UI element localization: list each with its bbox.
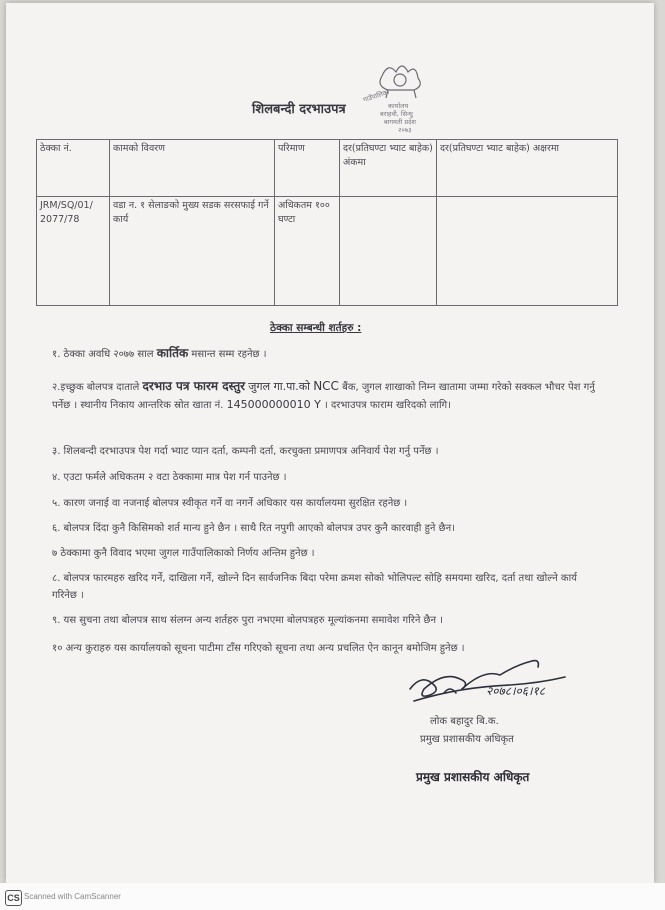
official-stamp-role: प्रमुख प्रशासकीय अधिकृत	[416, 770, 530, 784]
signature-date: २०७८।०६।१८	[486, 684, 546, 698]
document-title: शिलबन्दी दरभाउपत्र	[252, 102, 346, 117]
term-1-text-c: मसान्त सम्म रहनेछ ।	[191, 349, 267, 360]
term-5: ५. कारण जनाई वा नजनाई बोलपत्र स्वीकृत गर्ने वा नगर्ने अधिकार यस कार्यालयमा सुरक्षित रहनेछ ।	[52, 498, 408, 509]
table-row	[37, 197, 618, 306]
term-9: ९. यस सुचना तथा बोलपत्र साथ संलग्न अन्य शर्तहरु पुरा नभएमा बोलपत्रहरु मूल्यांकनमा समावेश गरिने छैन ।	[52, 615, 444, 626]
cell-rate-words	[437, 197, 618, 306]
cell-contract-no: JRM/SQ/01/ 2077/78	[37, 197, 110, 306]
signatory-name: लोक बहादुर बि.क.	[430, 716, 499, 727]
header-description: कामको विवरण	[110, 140, 275, 197]
svg-text:२०७३: २०७३	[398, 126, 412, 134]
term-3: ३. शिलबन्दी दरभाउपत्र पेश गर्दा भ्याट प्यान दर्ता, कम्पनी दर्ता, करचुक्ता प्रमाणपत्र अनिवार्य पेश गर्नु पर्नेछ ।	[52, 446, 439, 457]
term-2-bank-name: NCC	[313, 379, 339, 393]
table-header-row	[37, 140, 618, 197]
cell-rate-figures	[340, 197, 437, 306]
term-10: १० अन्य कुराहरु यस कार्यालयको सूचना पाटीमा टाँस गरिएको सूचना तथा अन्य प्रचलित ऐन कानून बमोजिम हुनेछ ।	[52, 643, 465, 654]
svg-text:गाउँपालिका: गाउँपालिका	[362, 87, 391, 104]
term-2-text-e: बैंक, जुगल शाखाको निम्न खातामा जम्मा गरेको सक्कल भौचर पेश गर्नु पर्नेछ । स्थानीय निकाय आन्तरिक स्रोत खाता नं.	[52, 382, 595, 411]
term-1-month: कार्तिक	[156, 346, 189, 360]
header-rate-words: दर(प्रतिघण्टा भ्याट बाहेक) अक्षरमा	[437, 140, 618, 197]
signatory-role: प्रमुख प्रशासकीय अधिकृत	[420, 734, 514, 745]
term-1	[52, 345, 597, 363]
svg-text:कार्यालय: कार्यालय	[388, 102, 409, 110]
header-quantity: परिमाण	[275, 140, 340, 197]
header-contract-no: ठेक्का नं.	[37, 140, 110, 197]
term-7: ७ ठेक्कामा कुनै विवाद भएमा जुगल गाउँपालिकाको निर्णय अन्तिम हुनेछ ।	[52, 548, 315, 559]
tender-table	[36, 139, 618, 306]
term-2	[52, 378, 597, 414]
term-2-text-a: २.इच्छुक बोलपत्र दाताले	[52, 382, 140, 393]
svg-text:बराहवी, सिन्धु: बराहवी, सिन्धु	[380, 110, 413, 118]
cell-quantity: अधिकतम १०० घण्टा	[275, 197, 340, 306]
government-seal	[358, 58, 448, 134]
term-8: ८. बोलपत्र फारमहरु खरिद गर्ने, दाखिला गर्ने, खोल्ने दिन सार्वजनिक बिदा परेमा क्रमश सोको भोलिपल्ट सोहि समयमा खरिद, दर्ता तथा खोल्ने कार्य गरिनेछ ।	[52, 573, 577, 601]
term-2-text-g: । दरभाउपत्र फाराम खरिदको लागि।	[323, 400, 451, 411]
term-2-form-fee: दरभाउ पत्र फारम दस्तुर	[142, 379, 246, 393]
term-6: ६. बोलपत्र दिंदा कुनै किसिमको शर्त मान्य हुने छैन । साथै रित नपुगी आएको बोलपत्र उपर कुनै कारवाही हुने छैन।	[52, 523, 455, 534]
camscanner-logo: CS	[5, 890, 22, 906]
term-1-text-a: १. ठेक्का अवधि २०७७ साल	[52, 349, 154, 360]
terms-heading: ठेक्का सम्बन्धी शर्तहरु :	[270, 322, 362, 334]
term-2-account-number: 145000000010 Y	[226, 398, 321, 411]
camscanner-watermark: Scanned with CamScanner	[24, 892, 121, 901]
svg-text:बागमती प्रदेश: बागमती प्रदेश	[384, 118, 416, 126]
term-4: ४. एउटा फर्मले अधिकतम २ वटा ठेक्कामा मात्र पेश गर्न पाउनेछ ।	[52, 472, 287, 483]
header-rate-figures: दर(प्रतिघण्टा भ्याट बाहेक) अंकमा	[340, 140, 437, 197]
term-2-municipality: जुगल गा.पा.को	[248, 380, 311, 393]
cell-description: वडा न. १ सेलाङको मुख्य सडक सरसफाई गर्ने कार्य	[110, 197, 275, 306]
